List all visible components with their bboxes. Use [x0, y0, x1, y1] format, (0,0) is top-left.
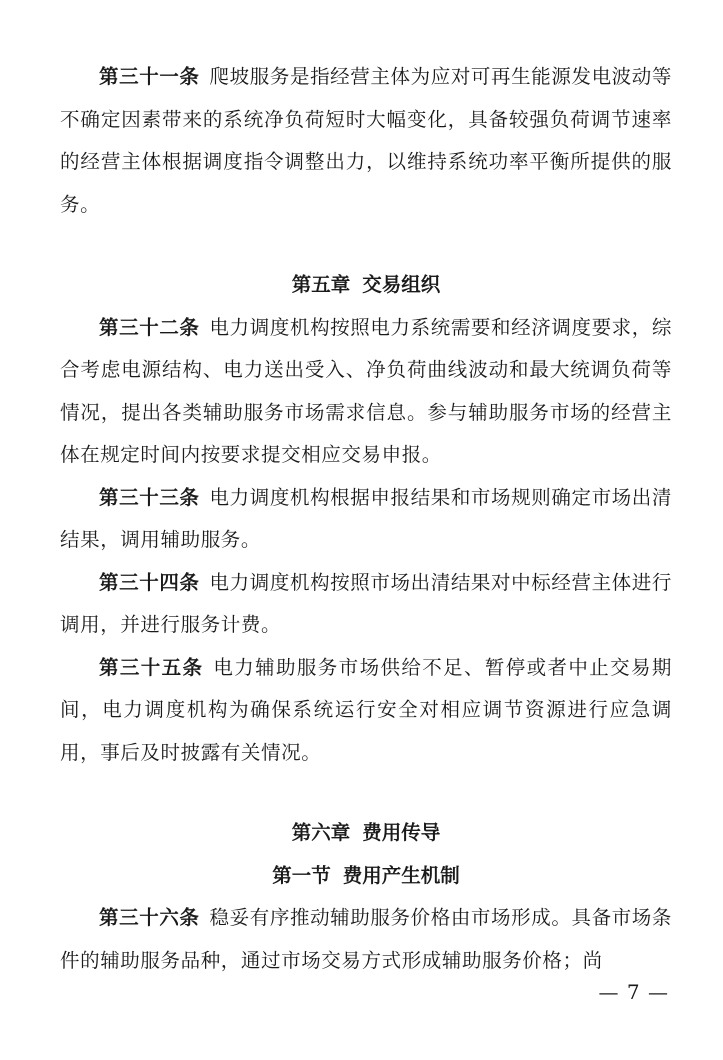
chapter-number: 第六章: [291, 821, 351, 844]
article-number: 第三十五条: [99, 655, 204, 679]
article-36: [60, 897, 672, 982]
section-heading: [60, 855, 672, 898]
article-text: 电力调度机构按照市场出清结果对中标经营主体进行调用，并进行服务计费。: [60, 570, 672, 636]
chapter-heading: [60, 812, 672, 855]
section-number: 第一节: [272, 863, 331, 887]
article-number: 第三十四条: [99, 570, 200, 594]
page-number: — 7 —: [598, 980, 669, 1004]
chapter-heading: [60, 264, 672, 307]
article-33: [60, 477, 672, 562]
article-number: 第三十六条: [99, 906, 200, 929]
article-text: 电力调度机构根据申报结果和市场规则确定市场出清结果，调用辅助服务。: [60, 485, 672, 551]
article-31: [60, 56, 672, 226]
chapter-title: 费用传导: [362, 821, 441, 844]
article-35: [60, 647, 672, 775]
document-page: [60, 56, 672, 982]
article-32: [60, 307, 672, 477]
chapter-number: 第五章: [291, 273, 351, 296]
article-text: 电力辅助服务市场供给不足、暂停或者中止交易期间，电力调度机构为确保系统运行安全对相应调节资源进行应急调用，事后及时披露有关情况。: [60, 655, 672, 764]
article-number: 第三十三条: [99, 485, 200, 509]
article-number: 第三十二条: [99, 315, 200, 339]
article-number: 第三十一条: [99, 65, 200, 88]
chapter-title: 交易组织: [362, 273, 441, 296]
article-text: 稳妥有序推动辅助服务价格由市场形成。具备市场条件的辅助服务品种，通过市场交易方式形成辅助服务价格；尚: [60, 906, 672, 972]
section-title: 费用产生机制: [342, 863, 460, 887]
article-text: 爬坡服务是指经营主体为应对可再生能源发电波动等不确定因素带来的系统净负荷短时大幅变化，具备较强负荷调节速率的经营主体根据调度指令调整出力，以维持系统功率平衡所提供的服务。: [60, 65, 672, 216]
article-34: [60, 562, 672, 647]
article-text: 电力调度机构按照电力系统需要和经济调度要求，综合考虑电源结构、电力送出受入、净负荷曲线波动和最大统调负荷等情况，提出各类辅助服务市场需求信息。参与辅助服务市场的经营主体在规定时间内按要求提交相应交易申报。: [60, 315, 672, 466]
